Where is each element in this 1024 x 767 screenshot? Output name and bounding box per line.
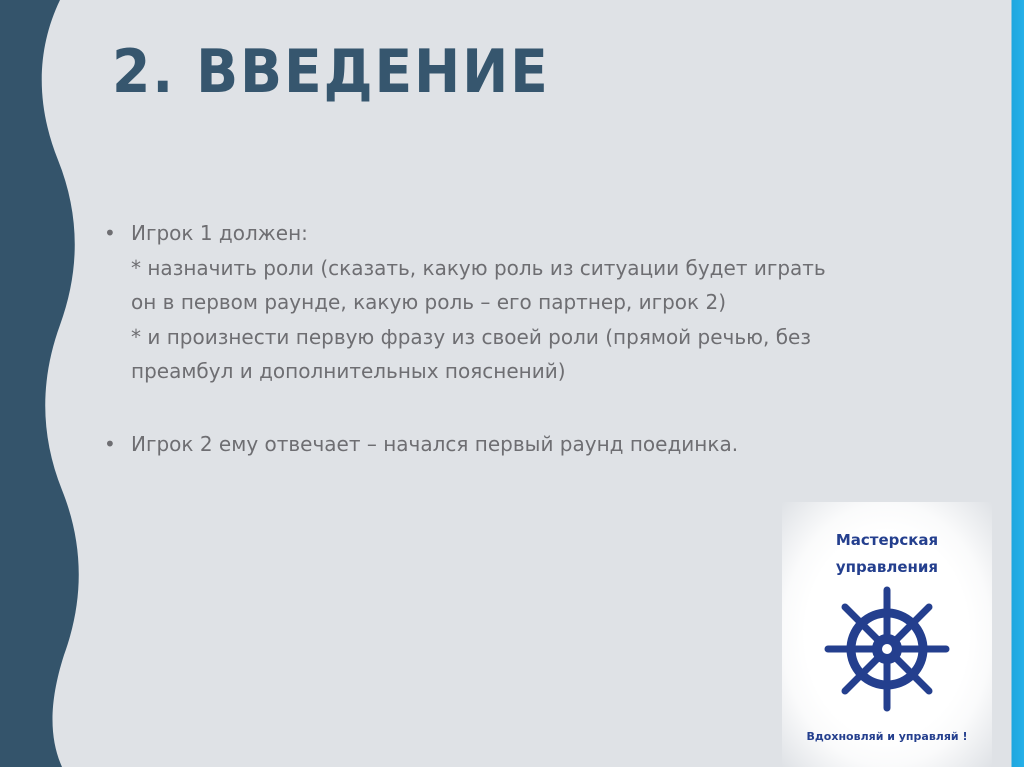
logo — [782, 502, 992, 767]
bullet-line: * и произнести первую фразу из своей роли (прямой речью, без — [131, 324, 811, 349]
left-wave-decoration — [0, 0, 90, 767]
ship-wheel-icon — [824, 586, 950, 712]
logo-title-line2: управления — [835, 558, 939, 576]
bullet-list — [104, 216, 904, 461]
bullet-line: * назначить роли (сказать, какую роль из ситуации будет играть — [131, 255, 826, 280]
bullet-line: • Игрок 2 ему отвечает – начался первый раунд поединка. — [131, 431, 739, 456]
slide-title: 2. ВВЕДЕНИЕ — [112, 37, 550, 107]
logo-title-line1: Мастерская — [835, 531, 939, 549]
bullet-item — [104, 216, 904, 389]
right-accent-strip — [1006, 0, 1024, 767]
bullet-item — [104, 427, 904, 462]
bullet-line: • Игрок 1 должен: — [131, 221, 308, 245]
bullet-line: преамбул и дополнительных пояснений) — [131, 359, 566, 383]
logo-slogan: Вдохновляй и управляй ! — [806, 730, 968, 743]
bullet-line: он в первом раунде, какую роль – его партнер, игрок 2) — [131, 290, 727, 314]
